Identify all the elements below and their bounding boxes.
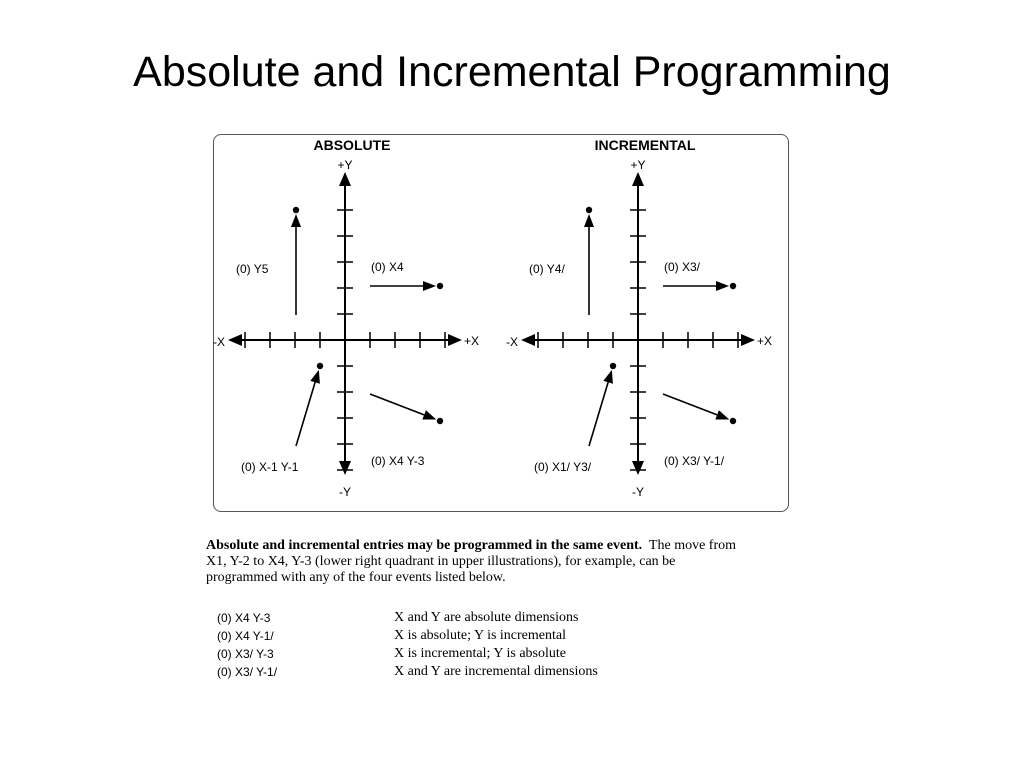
minus-x-label: -X <box>506 335 518 349</box>
lower-left-move-arrowhead <box>603 370 613 384</box>
plus-y-arrowhead <box>632 172 644 186</box>
lower-right-move-arrowhead <box>422 410 436 419</box>
axes <box>521 172 755 475</box>
minus-y-arrowhead <box>632 461 644 475</box>
upper-left-move-endpoint <box>293 207 299 213</box>
event-row <box>217 609 717 627</box>
event-description: X and Y are absolute dimensions <box>394 610 579 625</box>
lower-left-move-line <box>296 382 315 446</box>
lower-left-move-endpoint <box>610 363 616 369</box>
event-code: (0) X3/ Y-3 <box>217 647 274 661</box>
upper-left-move-arrowhead <box>291 214 301 227</box>
upper-right-move-arrowhead <box>716 281 729 291</box>
plus-x-label: +X <box>464 334 480 348</box>
move-label-upper-left: (0) Y5 <box>236 262 269 276</box>
event-description: X is incremental; Y is absolute <box>394 646 566 661</box>
lower-left-move-endpoint <box>317 363 323 369</box>
lower-right-move-line <box>663 394 717 415</box>
minus-y-label: -Y <box>339 485 351 499</box>
move-label-lower-left: (0) X1/ Y3/ <box>534 460 592 474</box>
lower-left-move-line <box>589 382 608 446</box>
panel-title: ABSOLUTE <box>313 137 391 153</box>
caption <box>206 538 796 586</box>
minus-y-label: -Y <box>632 485 644 499</box>
lower-left-move-arrowhead <box>310 370 320 384</box>
event-description: X is absolute; Y is incremental <box>394 628 566 643</box>
lower-right-move-line <box>370 394 424 415</box>
lower-right-move-endpoint <box>437 418 443 424</box>
upper-right-move-arrowhead <box>423 281 436 291</box>
caption-line-1 <box>206 538 796 554</box>
absolute-panel <box>213 137 479 499</box>
axes <box>228 172 462 475</box>
plus-y-label: +Y <box>337 158 353 172</box>
lower-right-move-arrowhead <box>715 410 729 419</box>
lower-right-move-endpoint <box>730 418 736 424</box>
caption-line-2: X1, Y-2 to X4, Y-3 (lower right quadrant in upper illustrations), for example, can be <box>206 554 676 569</box>
event-code: (0) X3/ Y-1/ <box>217 665 278 679</box>
caption-line-1-rest: The move from <box>648 538 737 553</box>
upper-right-move-endpoint <box>437 283 443 289</box>
upper-right-move-endpoint <box>730 283 736 289</box>
plus-y-arrowhead <box>339 172 351 186</box>
move-arrows <box>291 207 443 446</box>
move-label-upper-right: (0) X4 <box>371 260 404 274</box>
incremental-panel <box>506 137 772 499</box>
move-label-upper-left: (0) Y4/ <box>529 262 565 276</box>
plus-y-label: +Y <box>630 158 646 172</box>
panel-title: INCREMENTAL <box>594 137 696 153</box>
move-label-lower-left: (0) X-1 Y-1 <box>241 460 299 474</box>
upper-left-move-endpoint <box>586 207 592 213</box>
plus-x-label: +X <box>757 334 773 348</box>
caption-line-3: programmed with any of the four events listed below. <box>206 570 506 585</box>
event-row <box>217 645 717 663</box>
caption-lead: Absolute and incremental entries may be programmed in the same event. <box>206 538 643 553</box>
plus-x-arrowhead <box>741 334 755 346</box>
upper-left-move-arrowhead <box>584 214 594 227</box>
move-label-lower-right: (0) X3/ Y-1/ <box>664 454 725 468</box>
event-row <box>217 627 717 645</box>
event-code: (0) X4 Y-1/ <box>217 629 274 643</box>
move-arrows <box>584 207 736 446</box>
event-list <box>217 609 717 681</box>
event-code: (0) X4 Y-3 <box>217 611 271 625</box>
minus-y-arrowhead <box>339 461 351 475</box>
minus-x-arrowhead <box>228 334 242 346</box>
move-label-upper-right: (0) X3/ <box>664 260 701 274</box>
minus-x-arrowhead <box>521 334 535 346</box>
move-label-lower-right: (0) X4 Y-3 <box>371 454 425 468</box>
minus-x-label: -X <box>213 335 225 349</box>
event-description: X and Y are incremental dimensions <box>394 664 598 679</box>
event-row <box>217 663 717 681</box>
slide-title: Absolute and Incremental Programming <box>133 48 891 96</box>
plus-x-arrowhead <box>448 334 462 346</box>
